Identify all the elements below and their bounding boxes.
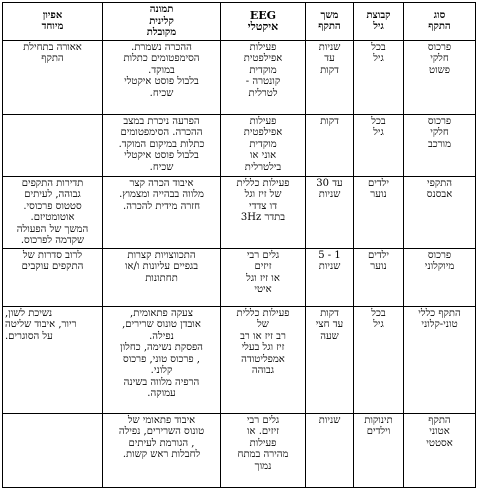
table-row [3, 114, 476, 176]
cell-clinical-picture: איבוד הכרה קצר מלווה בבהייה ומצמוץ. חזרה מידית להכרה. [103, 176, 221, 248]
cell-ictal-eeg: גלים רבי זיזים. או פעילות מהירה במתח נמוך [221, 413, 306, 487]
cell-special-features: לרוב סדרות של התקפים עוקבים [3, 248, 103, 306]
header-age-group: קבוצת גיל [354, 3, 404, 41]
cell-age-group: ילדים נוער [354, 248, 404, 306]
cell-age-group: בכל גיל [354, 114, 404, 176]
cell-duration: 1 - 5 שניות [306, 248, 354, 306]
cell-clinical-picture: הפרעה ניכרת במצב ההכרה. הסימפטומים כתלות במיקום המוקד. בלבול פוסט איקטלי שכיח. [103, 114, 221, 176]
cell-clinical-picture: התכווצויות קצרות בגפיים עליונות ו/או תחתונות [103, 248, 221, 306]
cell-age-group: ילדים נוער [354, 176, 404, 248]
cell-seizure-type: פרכוס חלקי מורכב [404, 114, 476, 176]
header-special-features: אפיון מיוחד [3, 3, 103, 41]
cell-seizure-type: התקפי אבסנס [404, 176, 476, 248]
table-row [3, 176, 476, 248]
cell-special-features [3, 413, 103, 487]
header-row [3, 3, 476, 41]
seizure-types-table [2, 2, 476, 488]
cell-duration: עד 30 שניות [306, 176, 354, 248]
cell-ictal-eeg: גלים רבי זיזים או זיז וגל איטי [221, 248, 306, 306]
cell-ictal-eeg: פעילות אפילפטית מוקדית קונטרה - לטרלית [221, 40, 306, 114]
cell-age-group: תינוקות וילדים [354, 413, 404, 487]
table-row [3, 40, 476, 114]
cell-duration: דקות עד חצי שעה [306, 306, 354, 413]
table-row [3, 413, 476, 487]
cell-special-features: נשיכת לשון, ריור, איבוד שליטה על הסוגרים. [3, 306, 103, 413]
cell-ictal-eeg: פעילות אפילפטית מוקדית אוני או בילטרלית [221, 114, 306, 176]
cell-ictal-eeg: פעילות כללית של רב זיז או רב זיז וגל בעלי אמפליטודה גבוהה [221, 306, 306, 413]
header-duration: משך התקף [306, 3, 354, 41]
cell-duration: דקות [306, 114, 354, 176]
cell-clinical-picture: צעקה פתאומית, אובדן טונוס שרירים, נפילה. הפסקת נשימה, כחלון , פרכוס טוני, פרכוס קלוני. הרפיה מלווה בשינה עמוקה. [103, 306, 221, 413]
table-row [3, 248, 476, 306]
table-row [3, 306, 476, 413]
cell-seizure-type: פרכוס מיוקלוני [404, 248, 476, 306]
cell-duration: שניות עד דקות [306, 40, 354, 114]
cell-clinical-picture: ההכרה נשמרת. הסימפטומים כתלות במוקד. בלבול פוסט איקטלי שכיח. [103, 40, 221, 114]
cell-special-features [3, 114, 103, 176]
cell-clinical-picture: איבוד פתאומי של טונוס השרירים, נפילה , הגורמת לעיתים לחבלות ראש קשות. [103, 413, 221, 487]
cell-age-group: בכל גיל [354, 40, 404, 114]
header-clinical-picture: תמונה קלינית מקובלת [103, 3, 221, 41]
cell-seizure-type: התקף אטוני אסטטי [404, 413, 476, 487]
header-seizure-type: סוג התקף [404, 3, 476, 41]
header-ictal-eeg: EEG איקטלי [221, 3, 306, 41]
cell-seizure-type: התקף כללי טוני-קלוני [404, 306, 476, 413]
cell-special-features: אאורה בתחילת התקף [3, 40, 103, 114]
cell-age-group: בכל גיל [354, 306, 404, 413]
cell-ictal-eeg: פעילות כללית של זיז וגל דו צדדי בתדר 3Hz [221, 176, 306, 248]
cell-seizure-type: פרכוס חלקי פשוט [404, 40, 476, 114]
cell-special-features: תדירות התקפים גבוהה, לעיתים סטטוס פרכוסי. אוטומטיזם. המשך של הפעולה שקדמה לפרכוס. [3, 176, 103, 248]
cell-duration: שניות [306, 413, 354, 487]
